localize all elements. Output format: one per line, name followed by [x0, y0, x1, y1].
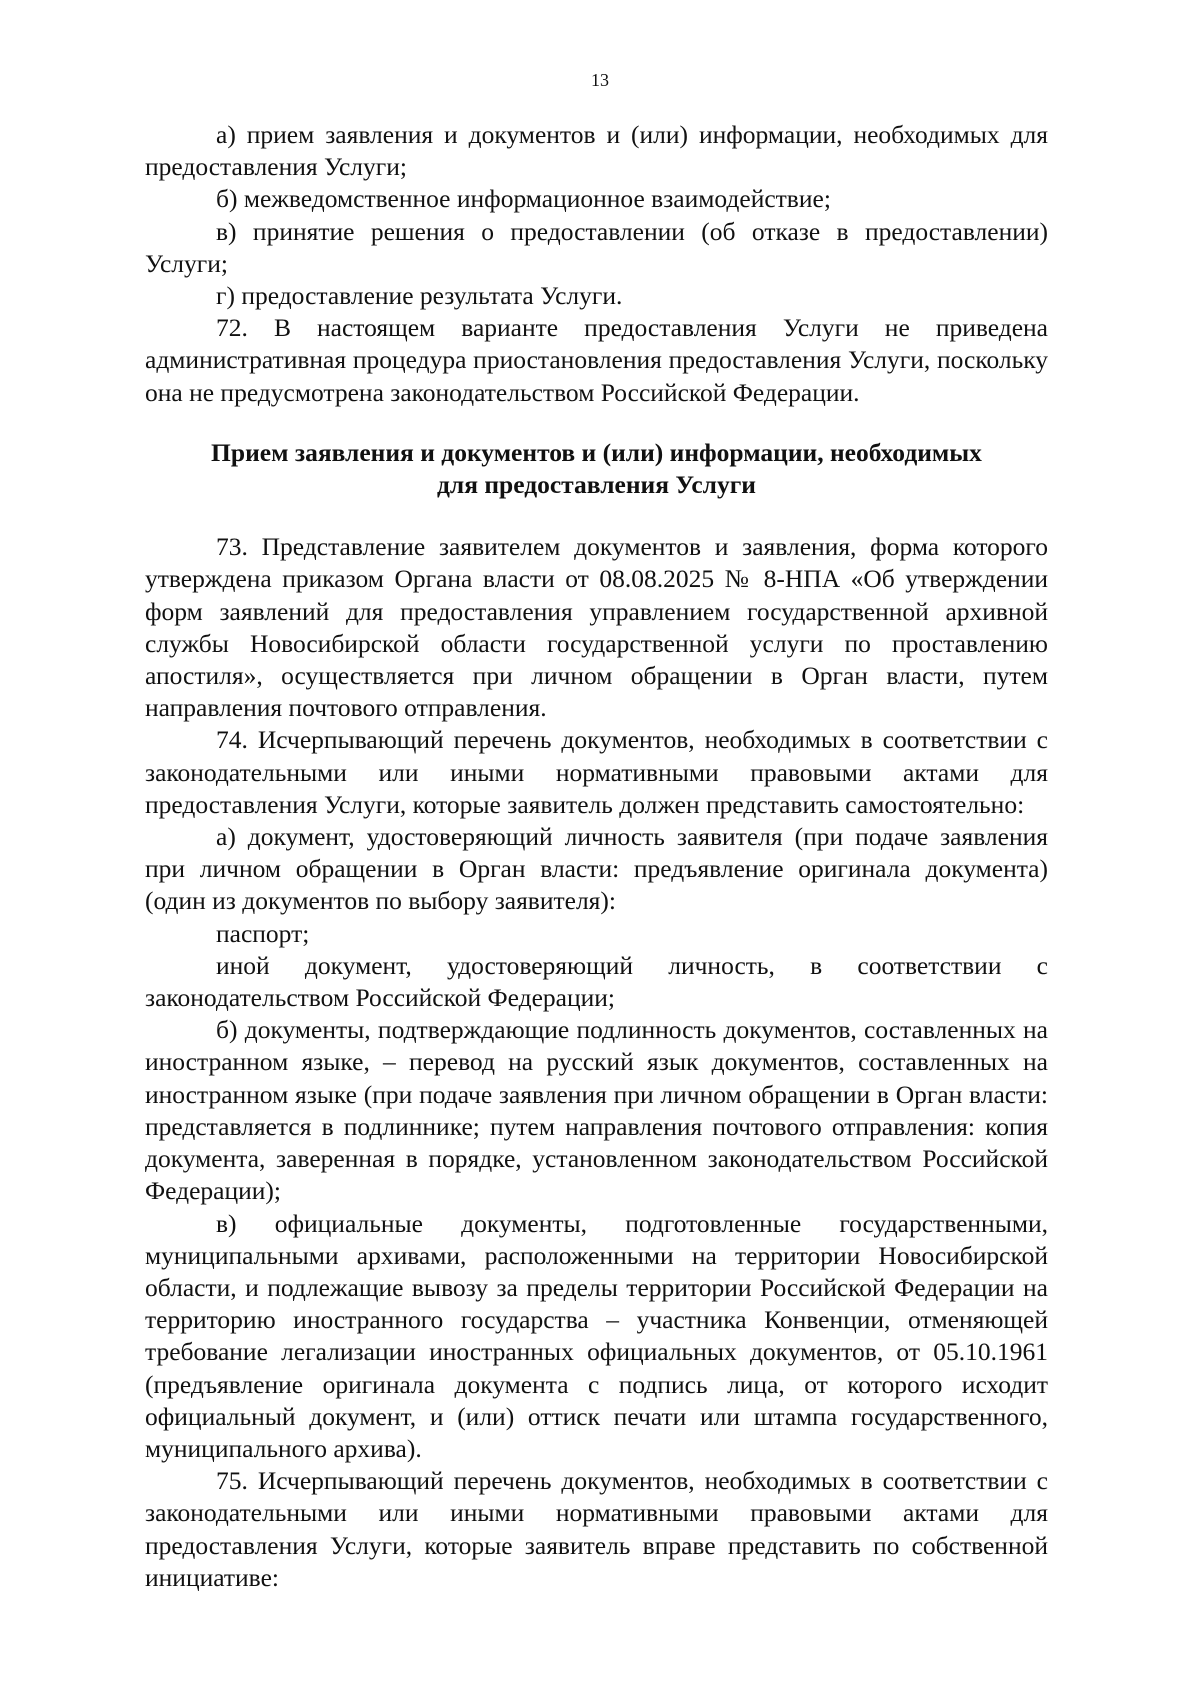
paragraph-passport: паспорт;: [216, 918, 310, 948]
paragraph-74-item-a: а) документ, удостоверяющий личность заявителя (при подаче заявления при личном обращении в Орган власти: предъявление оригинала документа) (один из документов по выбору заявителя):: [145, 822, 1048, 916]
paragraph-74-item-b: б) документы, подтверждающие подлинность документов, составленных на иностранном языке, – перевод на русский язык документов, составленных на иностранном языке (при подаче заявления при личном обращении в Орган власти: представляется в подлиннике; путем направления почтового отправления: копия документа, заверенная в порядке, установленном законодательством Российской Федерации);: [145, 1015, 1048, 1206]
paragraph-74: 74. Исчерпывающий перечень документов, необходимых в соответствии с законодательными или иными нормативными правовыми актами для предоставления Услуги, которые заявитель должен представить самостоятельно:: [145, 725, 1048, 819]
paragraph-75: 75. Исчерпывающий перечень документов, необходимых в соответствии с законодательными или иными нормативными правовыми актами для предоставления Услуги, которые заявитель вправе представить по собственной инициативе:: [145, 1466, 1048, 1592]
page-number: 13: [591, 70, 609, 90]
section-heading: [145, 437, 1048, 501]
document-body: [145, 119, 1048, 1594]
paragraph-72: 72. В настоящем варианте предоставления Услуги не приведена административная процедура приостановления предоставления Услуги, поскольку она не предусмотрена законодательством Российской Федерации.: [145, 313, 1048, 407]
paragraph-74-item-v: в) официальные документы, подготовленные государственными, муниципальными архивами, расположенными на территории Новосибирской области, и подлежащие вывозу за пределы территории Российской Федерации на территорию иностранного государства – участника Конвенции, отменяющей требование легализации иностранных официальных документов, от 05.10.1961 (предъявление оригинала документа с подпись лица, от которого исходит официальный документ, и (или) оттиск печати или штампа государственного, муниципального архива).: [145, 1208, 1048, 1463]
section-heading-line-2: для предоставления Услуги: [436, 470, 756, 500]
paragraph-other-id-document: иной документ, удостоверяющий личность, в соответствии с законодательством Российской Федерации;: [145, 950, 1048, 1013]
paragraph-item-v: в) принятие решения о предоставлении (об отказе в предоставлении) Услуги;: [145, 216, 1048, 278]
paragraph-item-a: а) прием заявления и документов и (или) информации, необходимых для предоставления Услуги;: [145, 120, 1048, 182]
paragraph-item-b: б) межведомственное информационное взаимодействие;: [216, 184, 831, 214]
section-heading-line-1: Прием заявления и документов и (или) информации, необходимых: [211, 437, 982, 467]
paragraph-73: 73. Представление заявителем документов и заявления, форма которого утверждена приказом Органа власти от 08.08.2025 № 8-НПА «Об утверждении форм заявлений для предоставления управлением государственной архивной службы Новосибирской области государственной услуги по проставлению апостиля», осуществляется при личном обращении в Орган власти, путем направления почтового отправления.: [145, 532, 1048, 723]
paragraph-item-g: г) предоставление результата Услуги.: [216, 281, 623, 311]
